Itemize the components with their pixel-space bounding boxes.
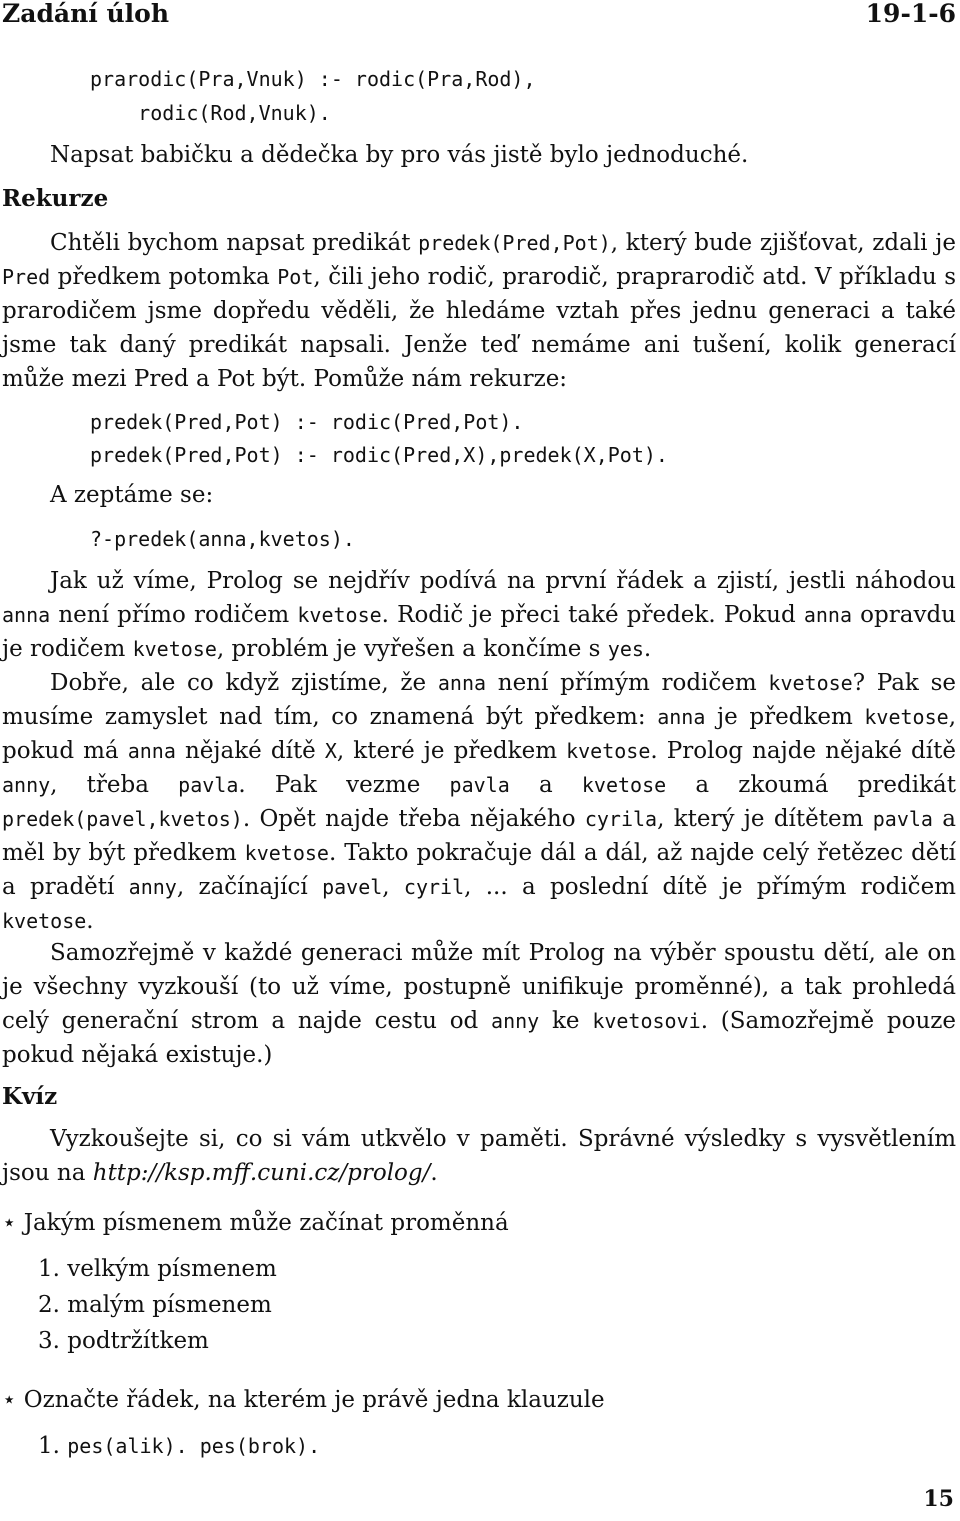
paragraph-zeptame: A zeptáme se:	[50, 482, 214, 508]
quiz-question-2-text: Označte řádek, na kterém je právě jedna klauzule	[23, 1387, 605, 1413]
page-number: 15	[923, 1486, 954, 1512]
code-predek-line-1: predek(Pred,Pot) :- rodic(Pred,Pot).	[90, 410, 524, 434]
quiz-question-1	[2, 1206, 509, 1240]
header-section-number: 19-1-6	[865, 0, 956, 28]
paragraph-babicka: Napsat babičku a dědečka by pro vás jistě bylo jednoduché.	[50, 142, 749, 168]
star-icon: ⋆	[2, 1387, 17, 1413]
header-title: Zadání úloh	[2, 0, 170, 28]
paragraph-prvni-radek: Jak už víme, Prolog se nejdřív podívá na první řádek a zjistí, jestli náhodou anna není přímo rodičem kvetose. Rodič je přeci také předek. Pokud anna opravdu je rodičem kvetose, problém je vyřešen a končíme s yes.	[2, 568, 956, 662]
heading-kviz: Kvíz	[2, 1083, 58, 1110]
code-predek-line-2: predek(Pred,Pot) :- rodic(Pred,X),predek(X,Pot).	[90, 443, 668, 467]
quiz-question-2-option-1[interactable]: 1. pes(alik). pes(brok).	[38, 1433, 321, 1459]
heading-rekurze: Rekurze	[2, 185, 109, 212]
paragraph-predkem: Dobře, ale co když zjistíme, že anna není přímým rodičem kvetose? Pak se musíme zamyslet nad tím, co znamená být předkem: anna je předkem kvetose, pokud má anna nějaké dítě X, které je předkem kvetose. Prolog najde nějaké dítě anny, třeba pavla. Pak vezme pavla a kvetose a zkoumá predikát predek(pavel,kvetos). Opět najde třeba nějakého cyrila, který je dítětem pavla a měl by být předkem kvetose. Takto pokračuje dál a dál, až najde celý řetězec dětí a pradětí anny, začínající pavel, cyril, ... a poslední dítě je přímým rodičem kvetose.	[2, 670, 957, 934]
paragraph-rekurze-intro: Chtěli bychom napsat predikát predek(Pred,Pot), který bude zjišťovat, zdali je Pred předkem potomka Pot, čili jeho rodič, prarodič, praprarodič atd. V příkladu s prarodičem jsme dopředu věděli, že hledáme vztah přes jednu generaci a také jsme tak daný predikát napsali. Jenže teď nemáme ani tušení, kolik generací může mezi Pred a Pot být. Pomůže nám rekurze:	[2, 230, 956, 392]
code-prarodic-line-1: prarodic(Pra,Vnuk) :- rodic(Pra,Rod),	[90, 67, 536, 91]
quiz-question-1-option-1[interactable]: 1. velkým písmenem	[38, 1256, 277, 1282]
quiz-question-1-text: Jakým písmenem může začínat proměnná	[23, 1210, 509, 1236]
quiz-question-2	[2, 1383, 605, 1417]
quiz-results-link[interactable]: http://ksp.mff.cuni.cz/prolog/	[92, 1160, 431, 1186]
quiz-question-1-option-3[interactable]: 3. podtržítkem	[38, 1328, 209, 1354]
code-query: ?-predek(anna,kvetos).	[90, 527, 355, 551]
code-prarodic-line-2: rodic(Rod,Vnuk).	[90, 101, 331, 125]
paragraph-kviz-intro: Vyzkoušejte si, co si vám utkvělo v paměti. Správné výsledky s vysvětlením jsou na http://ksp.mff.cuni.cz/prolog/.	[2, 1126, 956, 1186]
quiz-question-1-option-2[interactable]: 2. malým písmenem	[38, 1292, 272, 1318]
running-header	[0, 0, 960, 29]
paragraph-generacni-strom: Samozřejmě v každé generaci může mít Prolog na výběr spoustu dětí, ale on je všechny vyzkouší (to už víme, postupně unifikuje proměnné), a tak prohledá celý generační strom a najde cestu od anny ke kvetosovi. (Samozřejmě pouze pokud nějaká existuje.)	[2, 940, 957, 1068]
star-icon: ⋆	[2, 1210, 17, 1236]
